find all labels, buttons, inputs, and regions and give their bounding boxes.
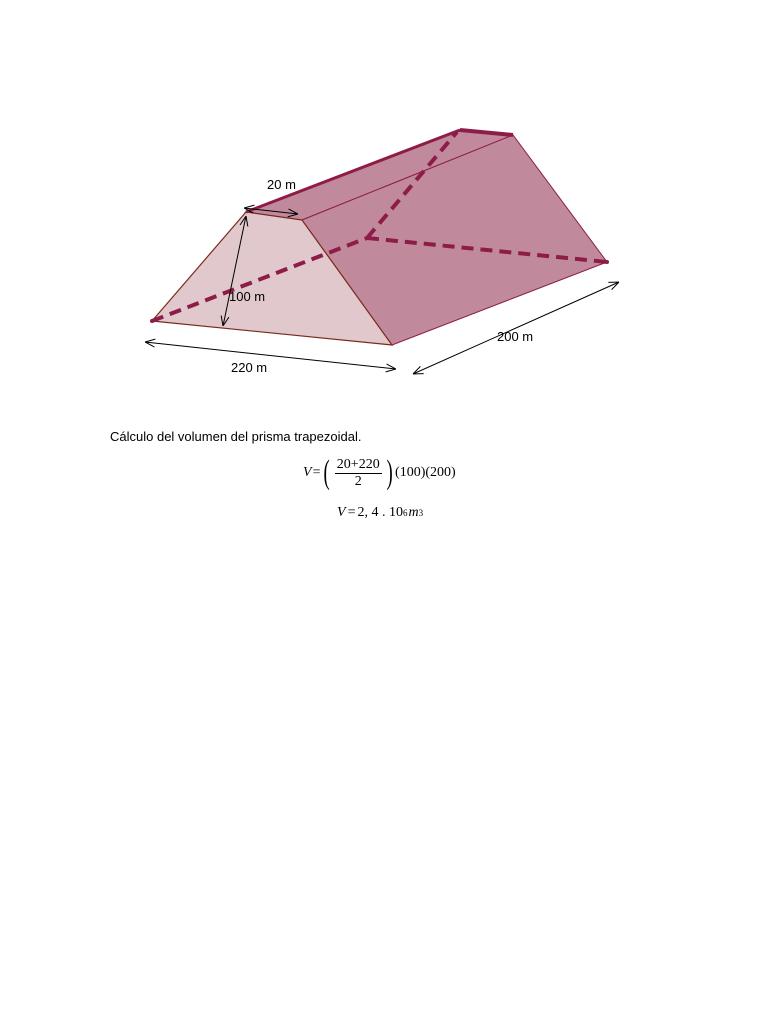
- fraction-numerator: 20+220: [336, 456, 380, 472]
- top-width-label: 20 m: [267, 177, 296, 192]
- volume-result: V = 2, 4 . 10 6 m 3: [337, 505, 424, 520]
- vertex: [605, 260, 609, 264]
- result-equals: =: [347, 505, 356, 520]
- result-mantissa: 2, 4 . 10: [357, 505, 403, 520]
- length-label: 200 m: [497, 329, 534, 344]
- vertex: [150, 319, 154, 323]
- formula-lhs: V: [303, 465, 312, 480]
- formula-equals: =: [312, 465, 321, 480]
- right-paren-icon: ): [386, 454, 393, 491]
- result-lhs: V: [337, 505, 346, 520]
- base-width-arrow: [145, 342, 396, 369]
- caption-text: Cálculo del volumen del prisma trapezoidal.: [110, 429, 362, 444]
- formula-factor-height: (100): [395, 465, 426, 480]
- result-unit: m: [408, 505, 419, 520]
- left-paren-icon: (: [324, 454, 331, 491]
- volume-formula: [303, 452, 456, 494]
- formula-factor-length: (200): [425, 465, 456, 480]
- fraction-denominator: 2: [354, 473, 362, 489]
- base-width-label: 220 m: [231, 360, 268, 375]
- height-label: 100 m: [229, 289, 266, 304]
- trapezoidal-prism-diagram: [0, 0, 768, 420]
- formula-fraction: [335, 457, 382, 490]
